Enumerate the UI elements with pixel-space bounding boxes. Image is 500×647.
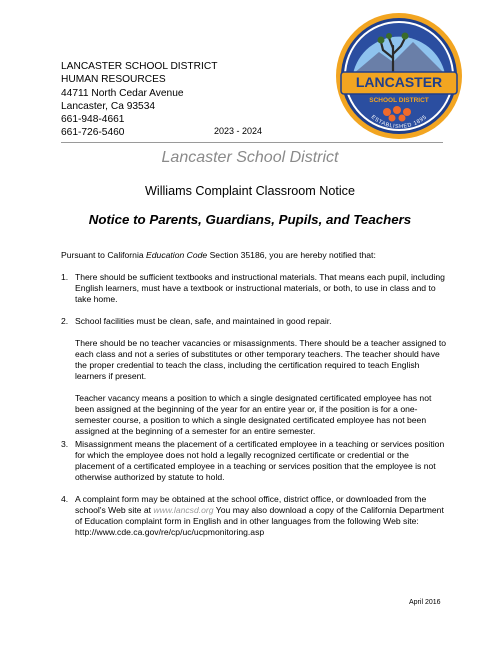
district-address (61, 60, 217, 140)
sub-paragraph: There should be no teacher vacancies or misassignments. There should be a teacher assigned to each class and not a series of substitutes or other temporary teachers. The teacher should have the proper credential to teach the class, including the certification required to teach English learners if present. (75, 338, 447, 381)
intro-paragraph (61, 250, 446, 261)
item-number: 1. (61, 272, 69, 282)
logo-established: ESTABLISHED 1895 (369, 114, 429, 131)
logo-name: LANCASTER (355, 74, 443, 90)
header-divider (61, 142, 443, 143)
item-text (75, 494, 446, 538)
address-line: 661-726-5460 (61, 127, 125, 139)
sub-paragraph: Teacher vacancy means a position to which a single designated certificated employee has not been assigned at the beginning of the year for an entire year or, if the position is for a one-semester course, a position to which a single designated certificated employee has not been assigned at the beginning of a semester for an entire semester. (75, 393, 432, 436)
item-text: There should be sufficient textbooks and instructional materials. That means each pupil, including English learners, must have a textbook or instructional materials, or both, to use in class and to take home. (75, 272, 445, 304)
item-number: 3. (61, 439, 69, 449)
item-text-pre: A complaint form may be obtained at the school office, district office, or downloaded from the school's Web site at (75, 494, 427, 515)
item-number: 2. (61, 316, 69, 326)
intro-post: Section 35186, you are hereby notified that: (207, 250, 376, 260)
list-item (61, 494, 446, 538)
item-text-post: You may also download a copy of the California Department of Education complaint form in English and in other languages from the following Web site: http://www.cde.ca.gov/re/cp/uc/ucpmonitoring.asp (75, 505, 444, 537)
item-text: School facilities must be clean, safe, and maintained in good repair. (75, 316, 332, 326)
intro-pre: Pursuant to California (61, 250, 147, 260)
school-year: 2023 - 2024 (214, 126, 263, 136)
address-line: 44711 North Cedar Avenue (61, 87, 184, 99)
audience-title: Notice to Parents, Guardians, Pupils, and Teachers (88, 212, 412, 227)
address-line: 661-948-4661 (61, 114, 125, 126)
logo-subtitle: SCHOOL DISTRICT (369, 97, 429, 104)
district-title: Lancaster School District (161, 149, 339, 166)
intro-em: Education Code (146, 250, 208, 260)
item-number: 4. (61, 494, 69, 504)
address-line: HUMAN RESOURCES (61, 74, 166, 86)
list-item (61, 439, 446, 483)
website-link[interactable]: www.lancsd.org (153, 505, 214, 515)
notice-title: Williams Complaint Classroom Notice (145, 184, 355, 198)
list-item (61, 272, 446, 305)
item-text: Misassignment means the placement of a certificated employee in a teaching or services position for which the employee does not hold a legally recognized certificate or credential or the placement of a certificated employee in a teaching or services position that the employee is not otherwise authorized by statute to hold. (75, 439, 445, 482)
revision-date: April 2016 (409, 599, 441, 606)
list-item (61, 316, 446, 327)
district-logo (335, 12, 463, 140)
address-line: LANCASTER SCHOOL DISTRICT (61, 61, 218, 72)
address-line: Lancaster, Ca 93534 (61, 100, 156, 112)
